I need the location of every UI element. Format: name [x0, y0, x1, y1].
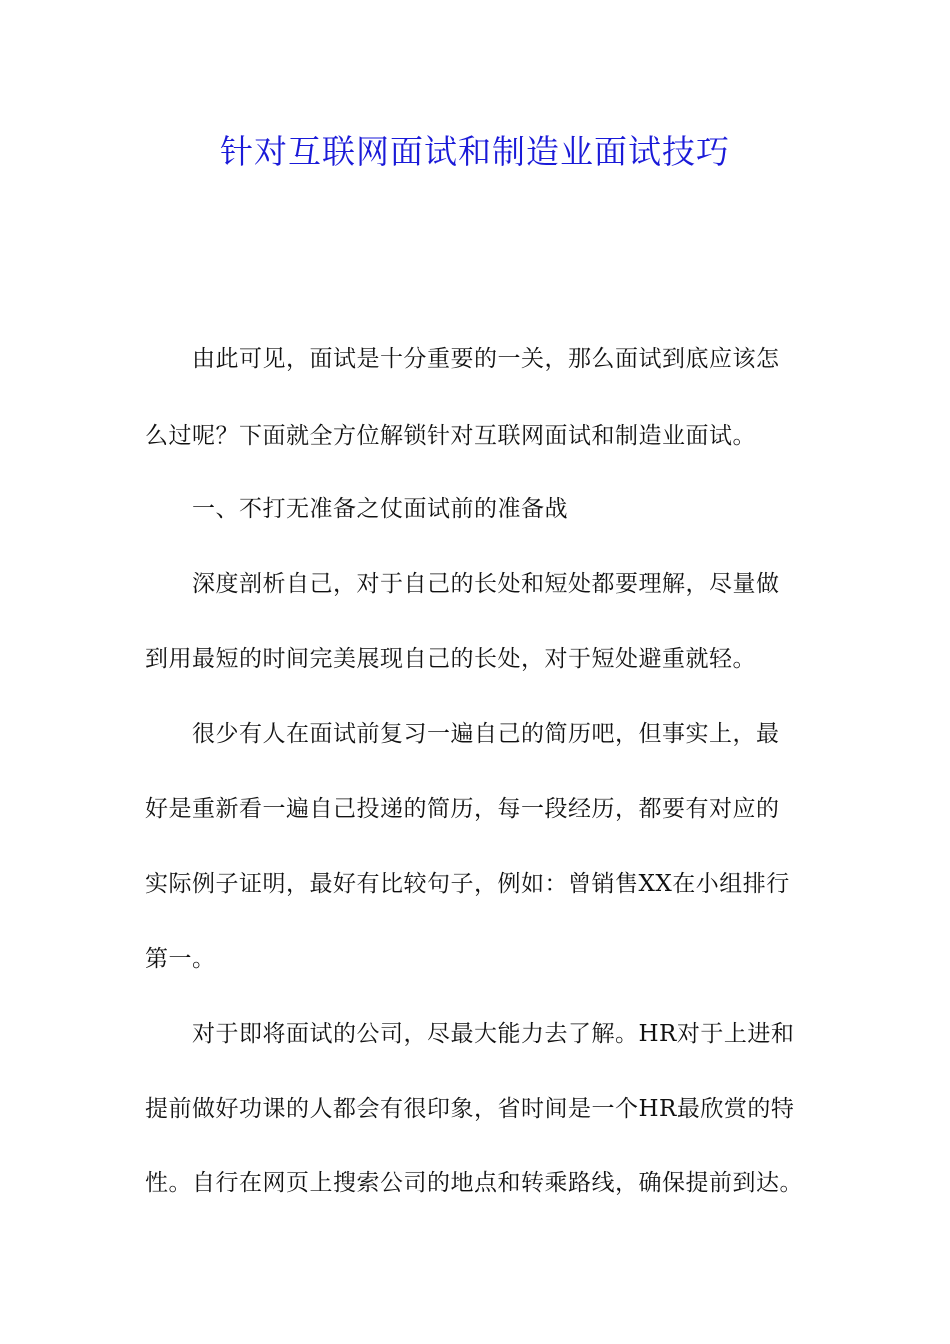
document-title: 针对互联网面试和制造业面试技巧 — [220, 132, 730, 171]
paragraph-line: 很少有人在面试前复习一遍自己的简历吧，但事实上，最 — [192, 721, 780, 747]
paragraph-line: 提前做好功课的人都会有很印象，省时间是一个HR最欣赏的特 — [145, 1096, 795, 1122]
section-heading: 一、不打无准备之仗面试前的准备战 — [192, 496, 568, 522]
paragraph-line: 对于即将面试的公司，尽最大能力去了解。HR对于上进和 — [192, 1021, 795, 1047]
paragraph-line: 么过呢？下面就全方位解锁针对互联网面试和制造业面试。 — [145, 423, 756, 449]
paragraph-line: 由此可见，面试是十分重要的一关，那么面试到底应该怎 — [192, 346, 780, 372]
paragraph-line: 性。自行在网页上搜索公司的地点和转乘路线，确保提前到达。 — [145, 1170, 803, 1196]
paragraph-line: 好是重新看一遍自己投递的简历，每一段经历，都要有对应的 — [145, 796, 780, 822]
paragraph-line: 实际例子证明，最好有比较句子，例如：曾销售XX在小组排行 — [145, 871, 790, 897]
paragraph-line: 到用最短的时间完美展现自己的长处，对于短处避重就轻。 — [145, 646, 756, 672]
paragraph-line: 深度剖析自己，对于自己的长处和短处都要理解，尽量做 — [192, 571, 780, 597]
paragraph-line: 第一。 — [145, 946, 216, 972]
